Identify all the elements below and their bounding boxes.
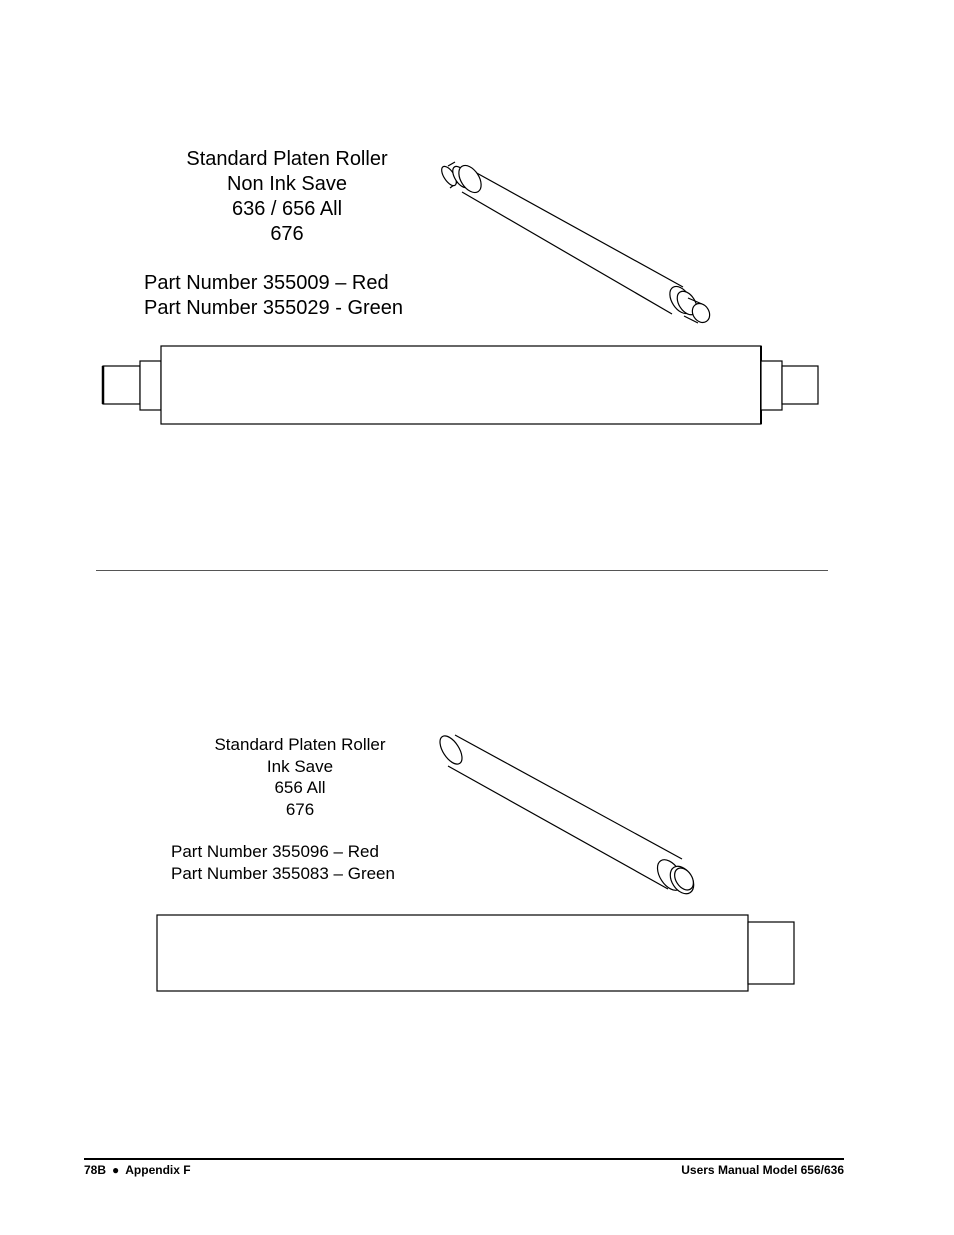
page-number: 78B <box>84 1163 107 1177</box>
roller1-model-676: 676 <box>270 223 304 245</box>
roller1-side-drawing <box>103 346 818 424</box>
roller2-models: 656 All <box>274 778 326 797</box>
bullet-icon: ● <box>112 1163 120 1177</box>
roller1-models: 636 / 656 All <box>231 198 343 220</box>
footer-left <box>84 1163 191 1177</box>
footer-rule <box>84 1158 844 1160</box>
manual-title: Users Manual Model 656/636 <box>681 1163 844 1177</box>
roller2-part-green: Part Number 355083 – Green <box>171 863 395 883</box>
roller1-isometric-drawing <box>439 162 713 326</box>
roller1-part-red: Part Number 355009 – Red <box>144 272 389 294</box>
section-name: Appendix F <box>125 1163 191 1177</box>
roller2-isometric-drawing <box>436 732 699 898</box>
roller2-title: Standard Platen Roller <box>214 735 386 754</box>
roller2-type: Ink Save <box>266 756 334 776</box>
roller2-part-red: Part Number 355096 – Red <box>171 842 379 861</box>
roller2-side-drawing <box>157 915 794 991</box>
roller1-part-green: Part Number 355029 - Green <box>144 297 404 319</box>
roller2-model-676: 676 <box>285 799 315 819</box>
roller1-type: Non Ink Save <box>226 173 348 195</box>
section-divider <box>96 570 828 571</box>
roller1-title: Standard Platen Roller <box>186 148 388 170</box>
